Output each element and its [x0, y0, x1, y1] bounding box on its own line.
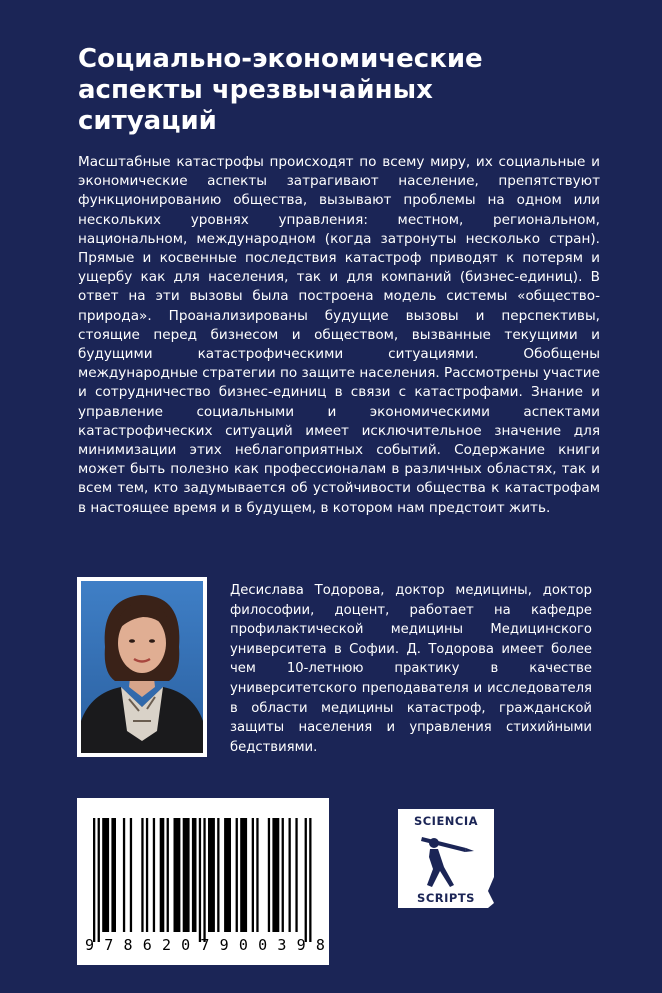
barcode-bar [102, 818, 109, 932]
barcode-bar [160, 818, 165, 932]
barcode-bar [208, 818, 215, 932]
barcode-bar [192, 818, 197, 932]
isbn-digit: 0 [258, 936, 268, 954]
isbn-digit: 9 [219, 936, 229, 954]
barcode-bar [174, 818, 181, 932]
isbn-digit: 0 [238, 936, 248, 954]
barcode-bar [295, 818, 297, 932]
publisher-logo [396, 807, 496, 910]
isbn-digit: 0 [181, 936, 191, 954]
barcode-bar [123, 818, 125, 932]
barcode-bar [305, 818, 307, 942]
barcode-bar [309, 818, 311, 942]
barcode-bar [268, 818, 270, 932]
barcode-bar [167, 818, 169, 932]
barcode-bar [272, 818, 279, 932]
barcode-bar [236, 818, 238, 932]
barcode-bar [98, 818, 100, 942]
barcode-bar [153, 818, 155, 932]
barcode-bar [217, 818, 219, 932]
isbn-digit: 3 [277, 936, 287, 954]
isbn-digit: 7 [104, 936, 114, 954]
author-portrait [81, 581, 203, 753]
title-line: Социально-экономические [78, 44, 483, 74]
author-photo [77, 577, 207, 757]
barcode-bar [111, 818, 116, 932]
barcode-bar [240, 818, 247, 932]
title-line: аспекты чрезвычайных [78, 75, 433, 105]
title-line: ситуаций [78, 106, 217, 136]
book-title [78, 44, 598, 137]
barcode-bar [141, 818, 143, 932]
barcode-bar [256, 818, 258, 932]
isbn-digit: 9 [85, 936, 95, 954]
barcode-bar [289, 818, 291, 932]
barcode-bar [199, 818, 201, 942]
barcode-bar [203, 818, 205, 942]
publisher-name-bottom: SCRIPTS [417, 891, 475, 905]
barcode-bar [252, 818, 254, 932]
isbn-digit: 2 [161, 936, 171, 954]
barcode-bar [224, 818, 231, 932]
author-bio: Десислава Тодорова, доктор медицины, доктор философии, доцент, работает на кафедре профилактической медицины Медицинского университета в Софии. Д. Тодорова имеет более чем 10-летнюю практику в качестве университетского преподавателя и исследователя в области медицины катастроф, гражданской защиты населения и управления стихийными бедствиями. [230, 583, 592, 755]
barcode-bar [93, 818, 95, 942]
barcode-bar [146, 818, 148, 932]
isbn-digit: 8 [123, 936, 133, 954]
publisher-name-top: SCIENCIA [413, 814, 479, 828]
isbn-digit: 8 [315, 936, 325, 954]
isbn-digit: 6 [142, 936, 152, 954]
isbn-digit: 7 [200, 936, 210, 954]
barcode-bar [282, 818, 284, 932]
isbn-digit: 9 [296, 936, 306, 954]
isbn-number [85, 936, 325, 954]
barcode-bar [183, 818, 190, 932]
book-abstract: Масштабные катастрофы происходят по всему миру, их социальные и экономические аспекты затрагивают население, препятствуют функционированию общества, вызывают проблемы на одном или нескольких уровнях управления: местном, региональном, национальном, международном (когда затронуты несколько стран). Прямые и косвенные последствия катастроф приводят к потерям и ущербу как для населения, так и для компаний (бизнес-единиц). В ответ на эти вызовы была построена модель системы «общество-природа». Проанализированы будущие вызовы и перспективы, стоящие перед бизнесом и обществом, вызванные текущими и будущими катастрофическими ситуациями. Обобщены международные стратегии по защите населения. Рассмотрены участие и сотрудничество бизнес-единиц в связи с катастрофами. Знание и управление социальными и экономическими аспектами катастрофических ситуаций имеет исключительное значение для минимизации этих неблагоприятных событий. Содержание книги может быть полезно как профессионалам в различных областях, так и всем тем, кто задумывается об устойчивости общества к катастрофам в настоящее время и в будущем, в котором нам предстоит жить. [78, 154, 600, 516]
barcode-bar [130, 818, 132, 932]
isbn-barcode [77, 798, 329, 965]
